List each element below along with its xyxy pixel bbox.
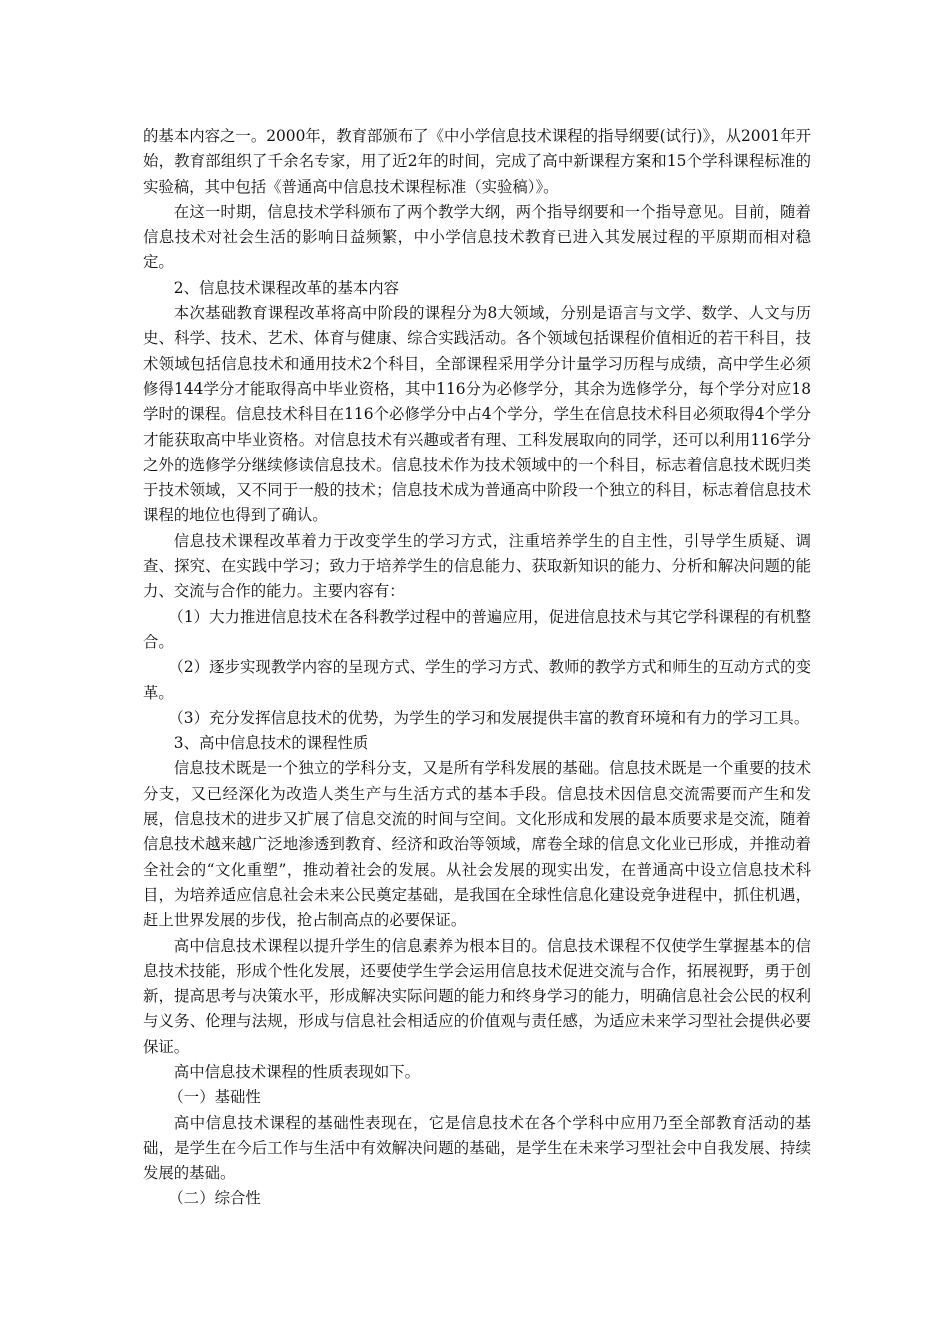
- paragraph-9: 信息技术既是一个独立的学科分支，又是所有学科发展的基础。信息技术既是一个重要的技术分支，又已经深化为改造人类生产与生活方式的基本手段。信息技术因信息交流需要而产生和发展，信息技术的进步又扩展了信息交流的时间与空间。文化形成和发展的最本质要求是交流，随着信息技术越来越广泛地渗透到教育、经济和政治等领域，席卷全球的信息文化业已形成，并推动着全社会的“文化重塑”，推动着社会的发展。从社会发展的现实出发，在普通高中设立信息技术科目，为培养适应信息社会未来公民奠定基础，是我国在全球性信息化建设竞争进程中，抓住机遇，赶上世界发展的步伐，抢占制高点的必要保证。: [143, 759, 811, 930]
- paragraph-1: 在这一时期，信息技术学科颁布了两个教学大纲，两个指导纲要和一个指导意见。目前，随着信息技术对社会生活的影响日益频繁，中小学信息技术教育已进入其发展过程的平原期而相对稳定。: [143, 202, 811, 272]
- section-heading-2: 2、信息技术课程改革的基本内容: [173, 278, 400, 297]
- paragraph-11: 高中信息技术课程的性质表现如下。: [173, 1062, 421, 1081]
- paragraph-10: 高中信息技术课程以提升学生的信息素养为根本目的。信息技术课程不仅使学生掌握基本的信息技术技能，形成个性化发展，还要使学生学会运用信息技术促进交流与合作，拓展视野，勇于创新，提高思考与决策水平，形成解决实际问题的能力和终身学习的能力，明确信息社会公民的权利与义务、伦理与法规，形成与信息社会相适应的价值观与责任感，为适应未来学习型社会提供必要保证。: [143, 936, 811, 1056]
- list-item-1: （1）大力推进信息技术在各科教学过程中的普遍应用，促进信息技术与其它学科课程的有机整合。: [143, 607, 811, 651]
- list-item-2: （2）逐步实现教学内容的呈现方式、学生的学习方式、教师的教学方式和师生的互动方式的变革。: [143, 658, 811, 702]
- subheading-comprehensive: （二）综合性: [168, 1189, 261, 1208]
- section-heading-3: 3、高中信息技术的课程性质: [173, 734, 369, 753]
- paragraph-3: 本次基础教育课程改革将高中阶段的课程分为8大领域，分别是语言与文学、数学、人文与历史、科学、技术、艺术、体育与健康、综合实践活动。各个领域包括课程价值相近的若干科目，技术领域包括信息技术和通用技术2个科目，全部课程采用学分计量学习历程与成绩，高中学生必须修得144学分才能取得高中毕业资格，其中116分为必修学分，其余为选修学分，每个学分对应18学时的课程。信息技术科目在116个必修学分中占4个学分，学生在信息技术科目必须取得4个学分才能获取高中毕业资格。对信息技术有兴趣或者有理、工科发展取向的同学，还可以利用116学分之外的选修学分继续修读信息技术。信息技术作为技术领域中的一个科目，标志着信息技术既归类于技术领域，又不同于一般的技术；信息技术成为普通高中阶段一个独立的科目，标志着信息技术课程的地位也得到了确认。: [143, 304, 811, 525]
- paragraph-0: 的基本内容之一。2000年，教育部颁布了《中小学信息技术课程的指导纲要(试行)》，从2001年开始，教育部组织了千余名专家，用了近2年的时间，完成了高中新课程方案和15个学科课程标准的实验稿，其中包括《普通高中信息技术课程标准（实验稿）》。: [143, 127, 811, 196]
- paragraph-4: 信息技术课程改革着力于改变学生的学习方式，注重培养学生的自主性，引导学生质疑、调查、探究、在实践中学习；致力于培养学生的信息能力、获取新知识的能力、分析和解决问题的能力、交流与合作的能力。主要内容有：: [143, 531, 811, 601]
- subheading-basic: （一）基础性: [168, 1088, 261, 1107]
- list-item-3: （3）充分发挥信息技术的优势，为学生的学习和发展提供丰富的教育环境和有力的学习工具。: [168, 708, 810, 727]
- paragraph-13: 高中信息技术课程的基础性表现在，它是信息技术在各个学科中应用乃至全部教育活动的基础，是学生在今后工作与生活中有效解决问题的基础，是学生在未来学习型社会中自我发展、持续发展的基础。: [143, 1113, 811, 1183]
- document-body: [143, 124, 811, 1212]
